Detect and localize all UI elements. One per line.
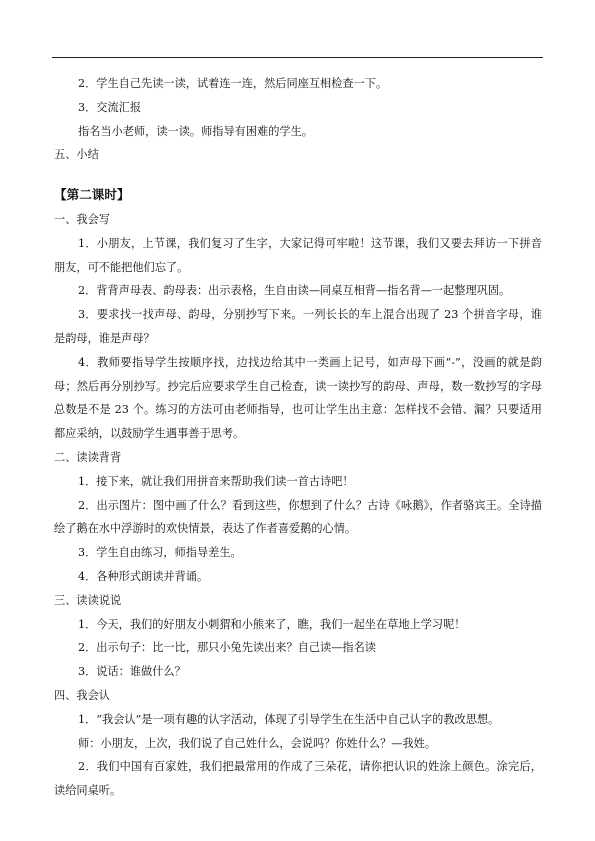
section-heading: 一、我会写 [54, 212, 110, 226]
paragraph: 3．要求找一找声母、韵母，分别抄写下来。一列长长的车上混合出现了 23 个拼音字母，谁是韵母，谁是声母？ [54, 308, 542, 345]
paragraph: 2．出示图片：图中画了什么？看到这些，你想到了什么？古诗《咏鹅》，作者骆宾王。全诗描绘了鹅在水中浮游时的欢快情景，表达了作者喜爱鹅的心情。 [54, 498, 542, 536]
paragraph: 3．说话：谁做什么？ [78, 665, 186, 679]
paragraph: 3．学生自由练习，师指导差生。 [78, 546, 242, 560]
header-rule [52, 57, 543, 58]
paragraph: 2．学生自己先读一读，试着连一连，然后同座互相检查一下。 [78, 77, 388, 90]
paragraph: 3．交流汇报 [78, 100, 142, 114]
paragraph: 师：小朋友，上次，我们说了自己姓什么，会说吗？你姓什么？—我姓。 [78, 736, 437, 750]
paragraph: 指名当小老师，读一读。师指导有困难的学生。 [78, 124, 313, 138]
section-heading: 五、小结 [54, 148, 99, 162]
document-body [54, 72, 542, 803]
paragraph: 1．小朋友，上节课，我们复习了生字，大家记得可牢啦！这节课，我们又要去拜访一下拼音朋友，可不能把他们忘了。 [54, 236, 542, 274]
paragraph: 4．各种形式朗读并背诵。 [78, 569, 209, 583]
section-heading: 二、读读背背 [54, 450, 122, 464]
section-heading: 四、我会认 [54, 688, 110, 702]
paragraph: 2．出示句子：比一比，那只小兔先读出来？自己读—指名读 [78, 641, 376, 655]
paragraph: 1．“我会认”是一项有趣的认字活动，体现了引导学生在生活中自己认字的教改思想。 [78, 712, 500, 726]
section-heading: 三、读读说说 [54, 593, 122, 607]
lesson-title: 【第二课时】 [54, 187, 130, 203]
paragraph: 1．今天，我们的好朋友小刺猬和小熊来了，瞧，我们一起坐在草地上学习呢！ [78, 617, 466, 631]
paragraph: 1．接下来，就让我们用拼音来帮助我们读一首古诗吧！ [78, 474, 354, 488]
paragraph: 2．背背声母表、韵母表：出示表格，生自由读—同桌互相背—指名背—一起整理巩固。 [78, 284, 511, 298]
paragraph: 4．教师要指导学生按顺序找，边找边给其中一类画上记号，如声母下画“-”，没画的就是韵母；然后再分别抄写。抄完后应要求学生自己检查，读一读抄写的韵母、声母，数一数抄写的字母总数是不是 23 个。练习的方法可由老师指导，也可让学生出主意：怎样找不会错、漏？只要适用都应采纳，以鼓励学生遇事善于思考。 [54, 355, 542, 441]
paragraph: 2．我们中国有百家姓，我们把最常用的作成了三朵花，请你把认识的姓涂上颜色。涂完后，读给同桌听。 [54, 760, 542, 798]
